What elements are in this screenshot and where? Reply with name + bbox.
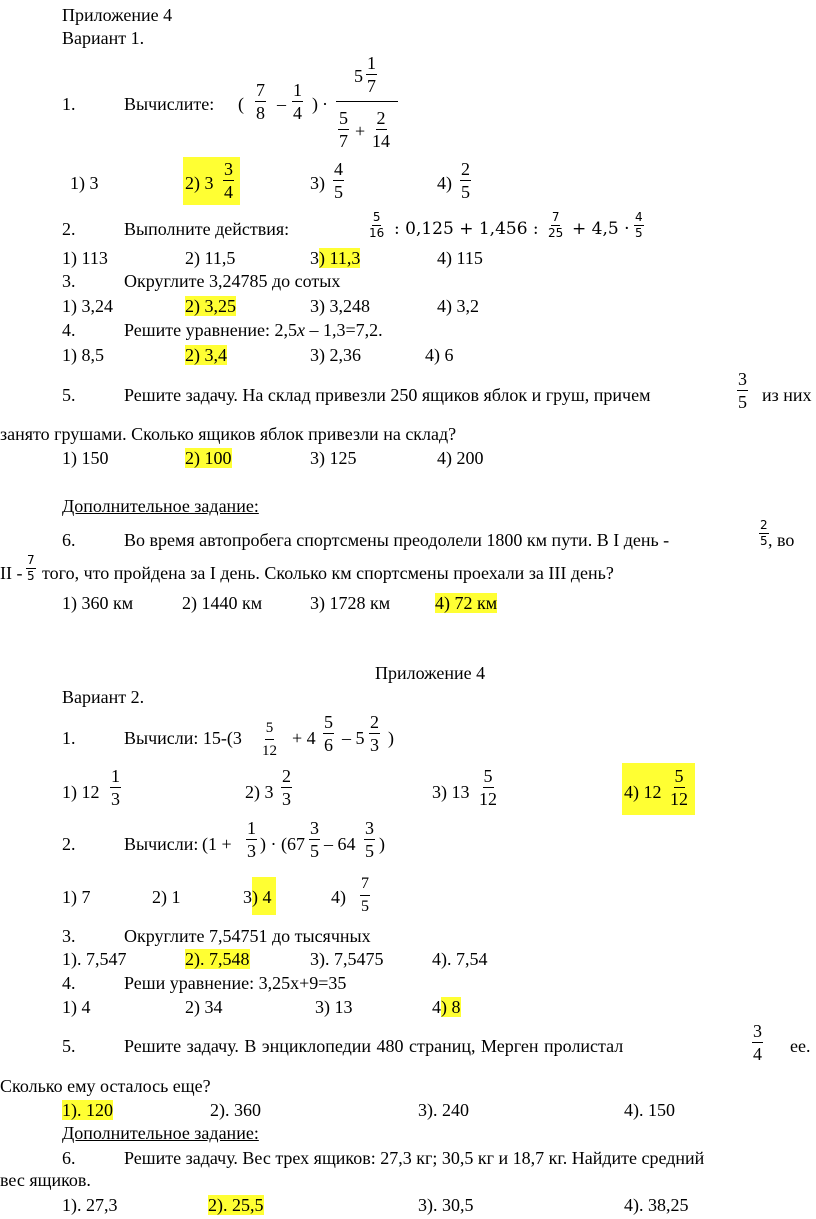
question-text: Решите задачу. В энциклопедии 480 страниц, Мерген пролистал	[124, 1036, 624, 1056]
answer-option: 4) 6	[425, 345, 454, 365]
answer-option: 3) 2,36	[310, 345, 361, 365]
expression-part: – 64	[324, 834, 356, 854]
question-text: Решите задачу. Вес трех ящиков: 27,3 кг; 30,5 кг и 18,7 кг. Найдите средний	[124, 1148, 705, 1168]
answer-option-correct: 2). 25,5	[208, 1195, 264, 1215]
question-text: вес ящиков.	[0, 1170, 91, 1190]
answer-option: 4) 3,2	[437, 296, 479, 316]
answer-option: 4). 38,25	[624, 1195, 689, 1215]
answer-option: 2) 1440 км	[182, 593, 263, 613]
fraction: $\frac{2}{3}$	[282, 766, 291, 809]
answer-option: 1) 4	[62, 997, 91, 1017]
answer-option: 4). 150	[624, 1100, 675, 1120]
operator: +	[355, 121, 366, 141]
answer-option: 1) 8,5	[62, 345, 104, 365]
answer-option: 1) 150	[62, 448, 109, 468]
operator: + 4	[292, 728, 316, 748]
answer-option: 3) 13	[315, 997, 353, 1017]
question-number: 4.	[62, 320, 76, 340]
answer-option: 2) 34	[185, 997, 223, 1017]
fraction: $\frac{2}{14}$	[372, 108, 390, 151]
fraction: $\frac{3}{5}$	[365, 818, 374, 861]
fraction: $\frac{7}{5}$	[361, 875, 369, 915]
question-number: 5.	[62, 1036, 76, 1056]
question-number: 5.	[62, 385, 76, 405]
fraction: $\frac{1}{7}$	[367, 53, 376, 96]
question-text: Во время автопробега спортсмены преодолели 1800 км пути. В I день -	[124, 530, 670, 550]
answer-option-correct: 3) 11,3	[310, 248, 361, 268]
fraction: $\frac{3}{4}$	[753, 1021, 762, 1064]
answer-option-correct: 4) 72 км	[435, 593, 498, 613]
fraction-bar	[336, 101, 398, 102]
question-text: Округлите 7,54751 до тысячных	[124, 926, 371, 946]
question-text: того, что пройдена за I день. Сколько км спортсмены проехали за III день?	[42, 563, 614, 583]
operator: –	[277, 94, 286, 114]
fraction: $\frac{3}{5}$	[310, 818, 319, 861]
answer-option-correct: 2) 3	[185, 173, 214, 193]
answer-option: 3). 30,5	[418, 1195, 474, 1215]
question-text: Вычисли:	[124, 834, 199, 854]
fraction: $\frac{1}{4}$	[293, 80, 302, 123]
question-number: 2.	[62, 834, 76, 854]
expression-part: ) · (67	[260, 834, 305, 854]
answer-option: 4). 7,54	[432, 949, 488, 969]
question-text: Округлите 3,24785 до сотых	[124, 271, 341, 291]
answer-option-correct: 2) 100	[185, 448, 232, 468]
answer-option: 3) 125	[310, 448, 357, 468]
question-text: ее.	[790, 1036, 811, 1056]
answer-option: 3) 13	[432, 782, 470, 802]
fraction: $\frac{7}{8}$	[256, 80, 265, 123]
answer-option-correct: 1). 120	[62, 1100, 113, 1120]
answer-option: 3). 7,5475	[310, 949, 384, 969]
fraction: $\frac{2}{3}$	[370, 712, 379, 755]
answer-option: 2) 3	[245, 782, 274, 802]
question-number: 1.	[62, 94, 76, 114]
answer-option-correct: 2) 3,4	[185, 345, 227, 365]
answer-option: 3) 3,248	[310, 296, 370, 316]
paren-close: )	[388, 728, 394, 748]
fraction: $\frac{1}{3}$	[247, 818, 256, 861]
fraction: $\frac{7}{5}$	[27, 553, 35, 583]
mixed-whole: 5	[354, 66, 363, 86]
question-text: Решите задачу. На склад привезли 250 ящиков яблок и груш, причем	[124, 385, 651, 405]
question-number: 2.	[62, 219, 76, 239]
fraction: $\frac{2}{5}$	[760, 518, 768, 548]
paren-open: (	[238, 94, 244, 114]
paren-close: )	[379, 834, 385, 854]
fraction: $\frac{3}{5}$	[738, 369, 747, 412]
answer-option-correct: 3) 4	[243, 887, 272, 907]
question-text: , во	[768, 530, 795, 550]
question-number: 4.	[62, 973, 76, 993]
answer-option: 2) 1	[152, 887, 181, 907]
fraction: $\frac{5}{12}$	[262, 720, 277, 759]
question-text: из них	[762, 385, 812, 405]
fraction: $\frac{5}{16}$	[369, 210, 385, 240]
extra-task-heading: Дополнительное задание:	[62, 496, 259, 516]
question-text: Решите уравнение: 2,5x – 1,3=7,2.	[124, 320, 383, 340]
extra-task-heading: Дополнительное задание:	[62, 1123, 259, 1143]
answer-option: 1) 12	[62, 782, 100, 802]
answer-option: 4)	[331, 887, 346, 907]
question-text: занято грушами. Сколько ящиков яблок привезли на склад?	[0, 424, 457, 444]
answer-option-correct: 4) 8	[432, 997, 461, 1017]
question-text: Выполните действия:	[124, 219, 290, 239]
question-text: Сколько ему осталось еще?	[0, 1076, 211, 1096]
answer-option: 1) 7	[62, 887, 91, 907]
expression-part: (1 +	[202, 834, 232, 854]
answer-option: 4) 200	[437, 448, 484, 468]
question-text: Вычисли: 15-(3	[124, 728, 242, 748]
question-text: Реши уравнение: 3,25x+9=35	[124, 973, 347, 993]
fraction: $\frac{4}{5}$	[334, 159, 343, 202]
operator: – 5	[342, 728, 365, 748]
expression-part: : 0,125 + 1,456 :	[394, 219, 539, 239]
fraction: $\frac{5}{12}$	[670, 766, 688, 809]
question-number: 1.	[62, 728, 76, 748]
answer-option: 3). 240	[418, 1100, 469, 1120]
question-number: 3.	[62, 926, 76, 946]
fraction: $\frac{1}{3}$	[111, 766, 120, 809]
question-text: II -	[0, 563, 23, 583]
fraction: $\frac{5}{12}$	[479, 766, 497, 809]
question-number: 6.	[62, 530, 76, 550]
fraction: $\frac{7}{25}$	[548, 210, 564, 240]
answer-option: 1). 27,3	[62, 1195, 118, 1215]
answer-option-correct: 4) 12	[624, 782, 662, 802]
answer-option-correct: 2) 3,25	[185, 296, 236, 316]
question-text: Вычислите:	[124, 94, 215, 114]
answer-option-correct: 2). 7,548	[185, 949, 250, 969]
fraction: $\frac{5}{6}$	[324, 712, 333, 755]
question-number: 6.	[62, 1148, 76, 1168]
appendix-title: Приложение 4	[62, 5, 173, 25]
fraction: $\frac{4}{5}$	[635, 210, 643, 240]
fraction: $\frac{2}{5}$	[461, 159, 470, 202]
answer-option: 4)	[437, 173, 452, 193]
answer-option: 1) 113	[62, 248, 108, 268]
answer-option: 1) 3	[70, 173, 99, 193]
variant-title: Вариант 1.	[62, 28, 145, 48]
appendix-title: Приложение 4	[375, 663, 486, 683]
answer-option: 1) 360 км	[62, 593, 134, 613]
variant-title: Вариант 2.	[62, 687, 145, 707]
answer-option: 3) 1728 км	[310, 593, 391, 613]
answer-option: 2) 11,5	[185, 248, 236, 268]
operator: ·	[322, 94, 328, 114]
answer-option: 1). 7,547	[62, 949, 127, 969]
answer-option: 1) 3,24	[62, 296, 113, 316]
answer-option: 4) 115	[437, 248, 483, 268]
fraction: $\frac{3}{4}$	[224, 159, 233, 202]
fraction: $\frac{5}{7}$	[339, 108, 348, 151]
paren-close: )	[312, 94, 318, 114]
answer-option: 2). 360	[210, 1100, 261, 1120]
question-number: 3.	[62, 271, 76, 291]
expression-part: + 4,5 ·	[572, 219, 630, 239]
answer-option: 3)	[310, 173, 325, 193]
